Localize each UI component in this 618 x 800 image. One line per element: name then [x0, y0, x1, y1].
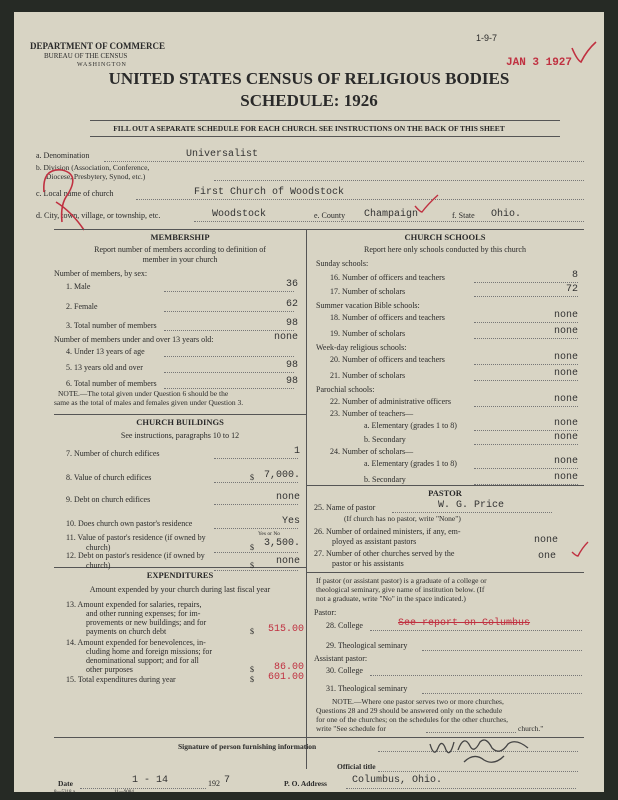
dotted-leader	[474, 468, 578, 469]
city-value: Woodstock	[212, 209, 267, 220]
membership-row-label: 5. 13 years old and over	[66, 363, 143, 372]
county-label: e. County	[314, 211, 346, 220]
pastor-note-2: Questions 28 and 29 should be answered only on the schedule	[316, 706, 503, 715]
membership-row-label: 1. Male	[66, 282, 91, 291]
membership-row-value: 98	[285, 318, 298, 329]
expenditure-row-label: 15. Total expenditures during year	[66, 675, 176, 684]
school-row-value: none	[553, 368, 578, 379]
pastor-note-5: church."	[518, 724, 544, 733]
membership-row-value: 36	[285, 279, 298, 290]
building-row-value: none	[275, 492, 300, 503]
graduate-instruction: If pastor (or assistant pastor) is a graduate of a college or	[316, 576, 487, 585]
expenditure-row-label: and other running expenses; for im-	[86, 609, 201, 618]
dotted-leader	[164, 372, 294, 373]
school-row-label: 18. Number of officers and teachers	[330, 313, 445, 322]
bureau-city: WASHINGTON	[77, 62, 127, 68]
dotted-leader	[214, 528, 298, 529]
dotted-leader	[474, 406, 578, 407]
building-row-value: 7,000.	[263, 470, 300, 481]
school-row-label: a. Elementary (grades 1 to 8)	[364, 421, 457, 430]
dotted-leader	[164, 311, 294, 312]
school-row-label: 17. Number of scholars	[330, 287, 406, 296]
dotted-leader	[474, 430, 578, 431]
school-row-label: 22. Number of administrative officers	[330, 397, 451, 406]
buildings-title: CHURCH BUILDINGS	[136, 417, 224, 427]
dotted-leader	[164, 330, 294, 331]
building-row-value: 1	[293, 446, 300, 457]
building-row-value: Yes	[281, 516, 300, 527]
division-label-2: Diocese, Presbytery, Synod, etc.)	[46, 172, 146, 181]
form-instruction: FILL OUT A SEPARATE SCHEDULE FOR EACH CHURCH. SEE INSTRUCTIONS ON THE BACK OF THIS SHEET	[113, 124, 505, 133]
county-value: Champaign	[364, 209, 419, 220]
pastor-note-3: for one of the churches; on the schedules for the other churches,	[316, 715, 509, 724]
schedule-title: SCHEDULE: 1926	[240, 91, 378, 110]
division-label: b. Division (Association, Conference,	[36, 163, 150, 172]
pastor-name-label: 25. Name of pastor	[314, 503, 376, 512]
dotted-leader	[214, 570, 298, 571]
membership-title: MEMBERSHIP	[150, 232, 210, 242]
school-row-label: 21. Number of scholars	[330, 371, 406, 380]
dotted-leader	[474, 282, 578, 283]
received-date-stamp: JAN 3 1927	[506, 57, 573, 69]
school-row-label: Summer vacation Bible schools:	[316, 301, 420, 310]
school-row-value: 72	[565, 284, 578, 295]
school-row-value: none	[553, 352, 578, 363]
school-row-label: Parochial schools:	[316, 385, 375, 394]
graduate-instruction-3: not a graduate, write "No" in the space indicated.)	[316, 594, 466, 603]
expenditure-row-value: 86.00	[273, 662, 304, 673]
school-row-label: a. Elementary (grades 1 to 8)	[364, 459, 457, 468]
expenditure-row-label: payments on church debt	[86, 627, 167, 636]
building-row-label: 11. Value of pastor's residence (if owned by	[66, 533, 206, 542]
check-mark-icon	[412, 192, 442, 214]
dollar-sign: $	[250, 665, 254, 674]
dollar-sign: $	[250, 675, 254, 684]
dotted-leader	[474, 444, 578, 445]
membership-note: NOTE.—The total given under Question 6 should be the	[58, 389, 229, 398]
schools-subtitle: Report here only schools conducted by this church	[364, 245, 526, 254]
pastor-note: NOTE.—Where one pastor serves two or more churches,	[332, 697, 504, 706]
membership-row-value: 98	[285, 360, 298, 371]
expenditure-row-label: cluding home and foreign missions; for	[86, 647, 212, 656]
building-row-label: 7. Number of church edifices	[66, 449, 160, 458]
form-title: UNITED STATES CENSUS OF RELIGIOUS BODIES	[108, 69, 510, 88]
membership-row-label: Number of members under and over 13 years old:	[54, 335, 214, 344]
dotted-leader	[474, 322, 578, 323]
school-row-label: b. Secondary	[364, 475, 406, 484]
membership-row-label: 6. Total number of members	[66, 379, 157, 388]
buildings-subtitle: See instructions, paragraphs 10 to 12	[120, 431, 240, 440]
official-title-label: Official title	[337, 762, 376, 771]
dotted-leader	[164, 291, 294, 292]
school-row-label: 23. Number of teachers—	[330, 409, 414, 418]
graduate-instruction-2: theological seminary, give name of institution below. (If	[316, 585, 485, 594]
schools-title: CHURCH SCHOOLS	[404, 232, 486, 242]
expenditure-row-label: provements or new buildings; and for	[86, 618, 207, 627]
building-row-label-2: church)	[86, 561, 111, 570]
denomination-label: a. Denomination	[36, 151, 90, 160]
building-row-label: 12. Debt on pastor's residence (if owned by	[66, 551, 205, 560]
school-row-value: none	[553, 310, 578, 321]
building-row-label: 8. Value of church edifices	[66, 473, 152, 482]
dollar-sign: $	[250, 627, 254, 636]
school-row-value: none	[553, 456, 578, 467]
other-churches-label-2: pastor or his assistants	[332, 559, 404, 568]
bureau-name: BUREAU OF THE CENSUS	[44, 52, 128, 60]
yes-no-hint: Yes or No	[258, 531, 281, 537]
building-row-label-2: church)	[86, 543, 111, 552]
expenditure-row-label: 14. Amount expended for benevolences, in-	[66, 638, 206, 647]
city-label: d. City, town, village, or township, etc.	[36, 211, 161, 220]
expenditure-row-label: 13. Amount expended for salaries, repairs,	[66, 600, 202, 609]
church-name-value: First Church of Woodstock	[194, 187, 345, 198]
building-row-value: 3,500.	[263, 538, 300, 549]
check-mark-icon	[569, 40, 599, 66]
school-row-value: none	[553, 326, 578, 337]
ordained-ministers-label-2: ployed as assistant pastors	[332, 537, 417, 546]
expenditure-row-value: 515.00	[267, 624, 304, 635]
check-mark-icon	[570, 540, 590, 558]
college-value: See report on Columbus	[398, 618, 531, 629]
po-address-value: Columbus, Ohio.	[352, 775, 443, 786]
seminary-label: 29. Theological seminary	[326, 641, 408, 650]
dotted-leader	[474, 484, 578, 485]
school-row-label: 24. Number of scholars—	[330, 447, 414, 456]
state-value: Ohio.	[491, 209, 522, 220]
other-churches-value: one	[538, 551, 557, 562]
membership-row-value: 62	[285, 299, 298, 310]
census-form-sheet	[14, 12, 604, 795]
college-label: 28. College	[326, 621, 363, 630]
ordained-ministers-label: 26. Number of ordained ministers, if any, em-	[314, 527, 461, 536]
dollar-sign: $	[250, 543, 254, 552]
school-row-value: none	[553, 432, 578, 443]
year-digit: 7	[224, 775, 231, 786]
assistant-seminary-label: 31. Theological seminary	[326, 684, 408, 693]
assistant-pastor-label: Assistant pastor:	[314, 654, 368, 663]
year-prefix: 192	[208, 779, 220, 788]
members-by-sex-label: Number of members, by sex:	[54, 269, 148, 278]
signature-image	[424, 728, 534, 768]
dotted-leader	[164, 388, 294, 389]
membership-row-value: none	[273, 332, 298, 343]
question-mark-annotation	[32, 162, 92, 237]
dotted-leader	[474, 296, 578, 297]
school-row-label: 20. Number of officers and teachers	[330, 355, 445, 364]
pastor-label: Pastor:	[314, 608, 337, 617]
state-label: f. State	[452, 211, 475, 220]
ordained-ministers-value: none	[534, 535, 559, 546]
school-row-label: Week-day religious schools:	[316, 343, 407, 352]
membership-row-label: 2. Female	[66, 302, 98, 311]
school-row-value: 8	[571, 270, 578, 281]
department-name: DEPARTMENT OF COMMERCE	[30, 41, 166, 51]
school-row-label: Sunday schools:	[316, 259, 369, 268]
membership-row-label: 3. Total number of members	[66, 321, 157, 330]
dotted-leader	[214, 552, 298, 553]
building-row-label: 10. Does church own pastor's residence	[66, 519, 193, 528]
school-row-value: none	[553, 418, 578, 429]
school-row-value: none	[553, 394, 578, 405]
form-number: 8—5318 a	[54, 790, 75, 795]
dotted-leader	[214, 458, 298, 459]
dotted-leader	[474, 380, 578, 381]
membership-row-label: 4. Under 13 years of age	[66, 347, 145, 356]
building-row-label: 9. Debt on church edifices	[66, 495, 151, 504]
dollar-sign: $	[250, 561, 254, 570]
school-row-value: none	[553, 472, 578, 483]
expenditure-row-value: 601.00	[267, 672, 304, 683]
reference-number: 1-9-7	[476, 33, 498, 43]
expenditure-row-label: other purposes	[86, 665, 133, 674]
pastor-title: PASTOR	[428, 488, 462, 498]
school-row-label: 19. Number of scholars	[330, 329, 406, 338]
dotted-leader	[214, 482, 298, 483]
dotted-leader	[474, 338, 578, 339]
pastor-name-value: W. G. Price	[438, 500, 505, 511]
membership-row-value: 98	[285, 376, 298, 387]
school-row-label: b. Secondary	[364, 435, 406, 444]
signature-label: Signature of person furnishing information	[178, 742, 317, 751]
building-row-value: none	[275, 556, 300, 567]
other-churches-label: 27. Number of other churches served by the	[314, 549, 455, 558]
date-value: 1 - 14	[132, 775, 169, 786]
denomination-value: Universalist	[186, 149, 259, 160]
school-row-label: 16. Number of officers and teachers	[330, 273, 445, 282]
dotted-leader	[164, 356, 294, 357]
membership-note-2: same as the total of males and females given under Question 3.	[54, 398, 244, 407]
membership-subtitle: Report number of members according to definition of	[94, 245, 266, 254]
membership-subtitle-2: member in your church	[142, 255, 218, 264]
expenditure-row-label: denominational support; and for all	[86, 656, 199, 665]
assistant-college-label: 30. College	[326, 666, 363, 675]
expenditures-subtitle: Amount expended by your church during last fiscal year	[89, 585, 271, 594]
pastor-note-4: write "See schedule for	[316, 724, 386, 733]
dotted-leader	[474, 364, 578, 365]
dotted-leader	[214, 504, 298, 505]
church-name-label: c. Local name of church	[36, 189, 114, 198]
expenditures-title: EXPENDITURES	[146, 570, 214, 580]
po-address-label: P. O. Address	[284, 779, 327, 788]
date-label: Date	[58, 779, 73, 788]
pastor-name-hint: (If church has no pastor, write "None")	[344, 514, 461, 523]
form-print-number: 11—9084	[114, 790, 134, 795]
dollar-sign: $	[250, 473, 254, 482]
